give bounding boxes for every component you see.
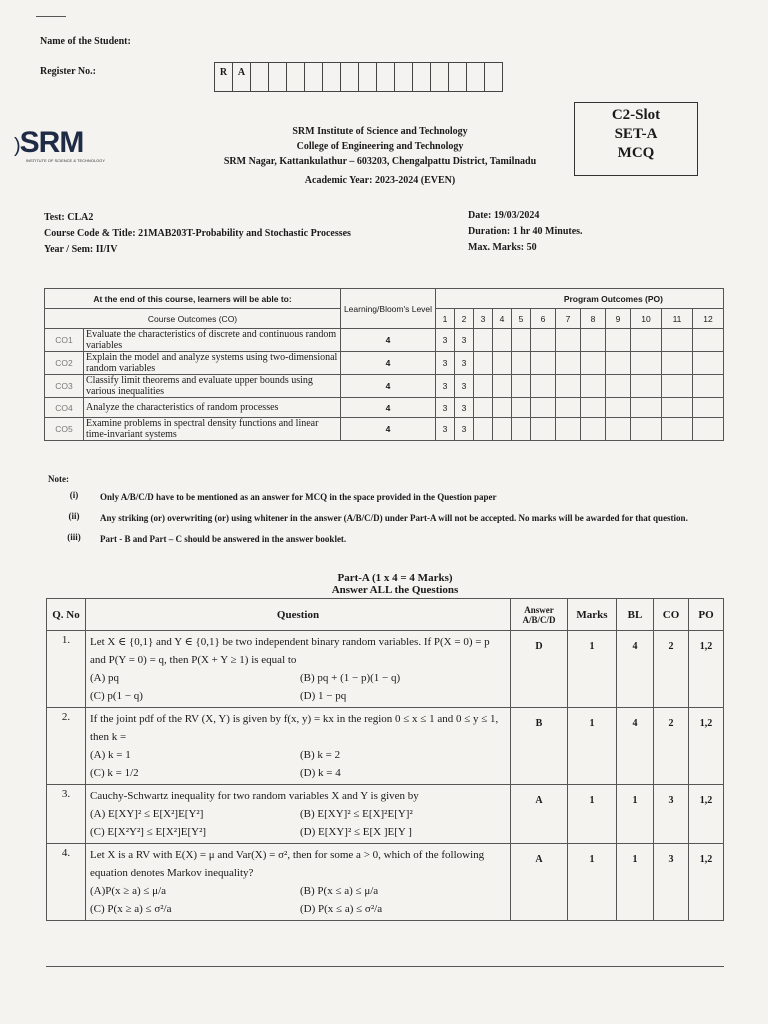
po-heading: Program Outcomes (PO) <box>436 289 724 309</box>
question-number: 2. <box>47 708 86 785</box>
college-name: College of Engineering and Technology <box>296 141 464 152</box>
exam-duration: Duration: 1 hr 40 Minutes. <box>468 226 583 237</box>
question-options <box>90 669 506 705</box>
co-po-value: 3 <box>455 352 474 375</box>
note-item <box>48 532 738 547</box>
student-name-label: Name of the Student: <box>40 36 131 47</box>
question-cell <box>86 785 511 844</box>
co-column-header: Course Outcomes (CO) <box>45 309 341 329</box>
option-b: (B) pq + (1 − p)(1 − q) <box>300 672 401 684</box>
co-description: Classify limit theorems and evaluate upper bounds using various inequalities <box>84 375 341 398</box>
co-po-value <box>581 352 606 375</box>
option-d: (D) k = 4 <box>300 767 341 779</box>
bl-cell: 4 <box>617 631 654 708</box>
question-options <box>90 746 506 782</box>
po-num: 12 <box>693 309 724 329</box>
co-po-value <box>631 398 662 418</box>
po-num: 11 <box>662 309 693 329</box>
co-po-value <box>606 398 631 418</box>
co-po-value <box>581 329 606 352</box>
co-po-value <box>631 352 662 375</box>
marks-cell: 1 <box>568 844 617 921</box>
co-po-value: 3 <box>436 375 455 398</box>
co-code: CO3 <box>45 375 84 398</box>
register-cell[interactable] <box>322 62 341 92</box>
register-cell[interactable] <box>412 62 431 92</box>
co-cell: 2 <box>654 708 689 785</box>
institute-name: SRM Institute of Science and Technology <box>292 126 468 137</box>
register-cell[interactable]: R <box>214 62 233 92</box>
mcq-table <box>46 598 724 921</box>
marks-header: Marks <box>568 599 617 631</box>
po-num: 2 <box>455 309 474 329</box>
address: SRM Nagar, Kattankulathur – 603203, Chengalpattu District, Tamilnadu <box>223 156 537 167</box>
co-cell: 3 <box>654 785 689 844</box>
co-po-value: 3 <box>455 418 474 441</box>
bl-cell: 4 <box>617 708 654 785</box>
co-po-value <box>493 418 512 441</box>
bottom-rule <box>46 966 724 967</box>
po-header: PO <box>689 599 724 631</box>
answer-cell[interactable]: B <box>511 708 568 785</box>
co-po-value <box>662 398 693 418</box>
note-text: Any striking (or) overwriting (or) using whitener in the answer (A/B/C/D) under Part-A will not be accepted. No marks will be awarded for that question. <box>100 513 688 523</box>
po-num: 9 <box>606 309 631 329</box>
co-code: CO1 <box>45 329 84 352</box>
question-row <box>47 785 724 844</box>
question-cell <box>86 844 511 921</box>
question-cell <box>86 631 511 708</box>
co-row <box>45 329 724 352</box>
co-po-value <box>693 329 724 352</box>
po-num: 5 <box>512 309 531 329</box>
part-a-subtitle: Answer ALL the Questions <box>331 584 459 596</box>
co-row <box>45 418 724 441</box>
note-number: (iii) <box>67 532 81 542</box>
po-num: 1 <box>436 309 455 329</box>
co-po-value: 3 <box>455 398 474 418</box>
po-num: 8 <box>581 309 606 329</box>
option-c: (C) p(1 − q) <box>90 690 143 702</box>
test-name: Test: CLA2 <box>44 212 94 223</box>
co-po-value: 3 <box>436 352 455 375</box>
answer-cell[interactable]: A <box>511 785 568 844</box>
co-row <box>45 375 724 398</box>
co-po-value <box>531 398 556 418</box>
mcq-line: MCQ <box>617 145 655 161</box>
bl-cell: 1 <box>617 785 654 844</box>
exam-date: Date: 19/03/2024 <box>468 210 540 221</box>
register-cell[interactable] <box>304 62 323 92</box>
note-number: (i) <box>69 490 79 500</box>
answer-cell[interactable]: D <box>511 631 568 708</box>
question-header: Question <box>86 599 511 631</box>
marks-cell: 1 <box>568 631 617 708</box>
co-bloom-level: 4 <box>341 418 436 441</box>
option-a: (A)P(x ≥ a) ≤ μ/a <box>90 885 167 897</box>
co-po-value <box>556 418 581 441</box>
co-description: Examine problems in spectral density functions and linear time-invariant systems <box>84 418 341 441</box>
register-number-boxes[interactable] <box>214 62 502 92</box>
question-number: 1. <box>47 631 86 708</box>
co-po-value <box>662 375 693 398</box>
part-a-heading <box>240 572 550 596</box>
note-text: Only A/B/C/D have to be mentioned as an answer for MCQ in the space provided in the Question paper <box>100 492 497 502</box>
option-b: (B) k = 2 <box>300 749 341 761</box>
co-description: Analyze the characteristics of random processes <box>84 398 341 418</box>
co-po-value <box>581 398 606 418</box>
co-po-value <box>606 352 631 375</box>
po-num: 4 <box>493 309 512 329</box>
note-item <box>48 490 738 505</box>
question-row <box>47 631 724 708</box>
note-item <box>48 511 738 526</box>
note-number: (ii) <box>68 511 80 521</box>
answer-header: Answer A/B/C/D <box>511 599 568 631</box>
register-cell[interactable] <box>394 62 413 92</box>
co-code: CO2 <box>45 352 84 375</box>
option-c: (C) P(x ≥ a) ≤ σ²/a <box>90 903 172 915</box>
option-a: (A) E[XY]² ≤ E[X²]E[Y²] <box>90 808 204 820</box>
max-marks: Max. Marks: 50 <box>468 242 537 253</box>
co-row <box>45 398 724 418</box>
bl-header: BL <box>617 599 654 631</box>
co-row <box>45 352 724 375</box>
co-po-value <box>474 398 493 418</box>
register-cell[interactable] <box>430 62 449 92</box>
slot-line: C2-Slot <box>611 107 661 123</box>
question-stem: Let X ∈ {0,1} and Y ∈ {0,1} be two independent binary random variables. If P(X = 0) = p and P(Y = 0) = q, then P(X + Y ≥ 1) is equal to <box>90 636 490 666</box>
co-description: Explain the model and analyze systems using two-dimensional random variables <box>84 352 341 375</box>
option-c: (C) k = 1/2 <box>90 767 139 779</box>
srm-logo-subtitle: INSTITUTE OF SCIENCE & TECHNOLOGY <box>26 158 106 163</box>
question-number: 3. <box>47 785 86 844</box>
co-po-value <box>512 375 531 398</box>
register-cell[interactable] <box>286 62 305 92</box>
co-po-value <box>662 352 693 375</box>
option-c: (C) E[X²Y²] ≤ E[X²]E[Y²] <box>90 826 207 838</box>
notes-label: Note: <box>48 474 69 484</box>
option-d: (D) 1 − pq <box>300 690 347 702</box>
co-bloom-level: 4 <box>341 375 436 398</box>
option-b: (B) E[XY]² ≤ E[X]²E[Y]² <box>300 808 413 820</box>
po-cell: 1,2 <box>689 708 724 785</box>
co-po-value <box>493 352 512 375</box>
register-cell[interactable] <box>250 62 269 92</box>
register-cell[interactable] <box>376 62 395 92</box>
po-num: 3 <box>474 309 493 329</box>
register-cell[interactable] <box>340 62 359 92</box>
co-po-value <box>493 329 512 352</box>
co-po-value <box>662 329 693 352</box>
register-cell[interactable] <box>448 62 467 92</box>
co-po-value <box>512 418 531 441</box>
co-po-value <box>556 329 581 352</box>
po-num: 6 <box>531 309 556 329</box>
set-line: SET-A <box>614 126 658 142</box>
co-po-value <box>474 329 493 352</box>
register-cell[interactable]: A <box>232 62 251 92</box>
co-description: Evaluate the characteristics of discrete and continuous random variables <box>84 329 341 352</box>
co-po-value <box>474 352 493 375</box>
question-number: 4. <box>47 844 86 921</box>
question-stem: If the joint pdf of the RV (X, Y) is given by f(x, y) = kx in the region 0 ≤ x ≤ 1 and 0 ≤ y ≤ 1, then k = <box>90 713 499 743</box>
co-po-value: 3 <box>436 398 455 418</box>
register-cell[interactable] <box>484 62 503 92</box>
co-po-value <box>606 418 631 441</box>
option-a: (A) pq <box>90 672 120 684</box>
question-stem: Cauchy-Schwartz inequality for two random variables X and Y is given by <box>90 790 419 802</box>
co-po-value <box>493 398 512 418</box>
co-po-value: 3 <box>455 375 474 398</box>
po-cell: 1,2 <box>689 785 724 844</box>
co-po-value <box>581 375 606 398</box>
bloom-level-header: Learning/Bloom's Level <box>341 289 436 329</box>
option-d: (D) E[XY]² ≤ E[X ]E[Y ] <box>300 826 412 838</box>
question-options <box>90 805 506 841</box>
co-po-value <box>531 418 556 441</box>
co-header: CO <box>654 599 689 631</box>
co-po-value <box>512 329 531 352</box>
register-label: Register No.: <box>40 66 96 77</box>
part-a-title: Part-A (1 x 4 = 4 Marks) <box>337 572 453 584</box>
answer-cell[interactable]: A <box>511 844 568 921</box>
co-po-value <box>693 352 724 375</box>
co-po-value <box>531 352 556 375</box>
po-cell: 1,2 <box>689 631 724 708</box>
bl-cell: 1 <box>617 844 654 921</box>
co-po-value <box>474 418 493 441</box>
co-po-value: 3 <box>436 418 455 441</box>
co-po-value <box>512 398 531 418</box>
co-po-value: 3 <box>455 329 474 352</box>
co-po-value <box>693 375 724 398</box>
co-po-value <box>556 352 581 375</box>
co-po-value <box>493 375 512 398</box>
course-title: Course Code & Title: 21MAB203T-Probability and Stochastic Processes <box>44 228 351 239</box>
question-cell <box>86 708 511 785</box>
co-po-value <box>606 329 631 352</box>
co-po-value <box>474 375 493 398</box>
co-cell: 3 <box>654 844 689 921</box>
co-cell: 2 <box>654 631 689 708</box>
co-po-value <box>631 418 662 441</box>
course-outcomes-table <box>44 288 724 441</box>
co-po-value <box>531 375 556 398</box>
question-stem: Let X is a RV with E(X) = μ and Var(X) = σ², then for some a > 0, which of the following equation denotes Markov inequality? <box>90 849 485 879</box>
co-po-value <box>693 398 724 418</box>
register-cell[interactable] <box>358 62 377 92</box>
question-options <box>90 882 506 918</box>
note-text: Part - B and Part – C should be answered in the answer booklet. <box>100 534 347 544</box>
co-po-value <box>531 329 556 352</box>
academic-year: Academic Year: 2023-2024 (EVEN) <box>304 175 456 186</box>
outcomes-heading: At the end of this course, learners will be able to: <box>45 289 341 309</box>
option-d: (D) P(x ≤ a) ≤ σ²/a <box>300 903 383 915</box>
po-cell: 1,2 <box>689 844 724 921</box>
marks-cell: 1 <box>568 708 617 785</box>
co-po-value <box>662 418 693 441</box>
top-mark <box>36 16 66 17</box>
co-bloom-level: 4 <box>341 329 436 352</box>
po-num: 7 <box>556 309 581 329</box>
co-po-value <box>556 375 581 398</box>
option-b: (B) P(x ≤ a) ≤ μ/a <box>300 885 379 897</box>
question-row <box>47 844 724 921</box>
co-po-value <box>556 398 581 418</box>
co-bloom-level: 4 <box>341 398 436 418</box>
register-cell[interactable] <box>466 62 485 92</box>
co-po-value <box>693 418 724 441</box>
year-sem: Year / Sem: II/IV <box>44 244 118 255</box>
co-po-value: 3 <box>436 329 455 352</box>
co-po-value <box>606 375 631 398</box>
co-po-value <box>631 375 662 398</box>
srm-logo: )SRM <box>14 126 84 159</box>
slot-box <box>574 102 698 176</box>
question-row <box>47 708 724 785</box>
co-bloom-level: 4 <box>341 352 436 375</box>
co-code: CO5 <box>45 418 84 441</box>
option-a: (A) k = 1 <box>90 749 131 761</box>
co-po-value <box>581 418 606 441</box>
co-po-value <box>631 329 662 352</box>
marks-cell: 1 <box>568 785 617 844</box>
co-code: CO4 <box>45 398 84 418</box>
co-po-value <box>512 352 531 375</box>
register-cell[interactable] <box>268 62 287 92</box>
notes-section <box>48 474 738 547</box>
institute-block <box>170 124 590 188</box>
po-num: 10 <box>631 309 662 329</box>
qno-header: Q. No <box>47 599 86 631</box>
